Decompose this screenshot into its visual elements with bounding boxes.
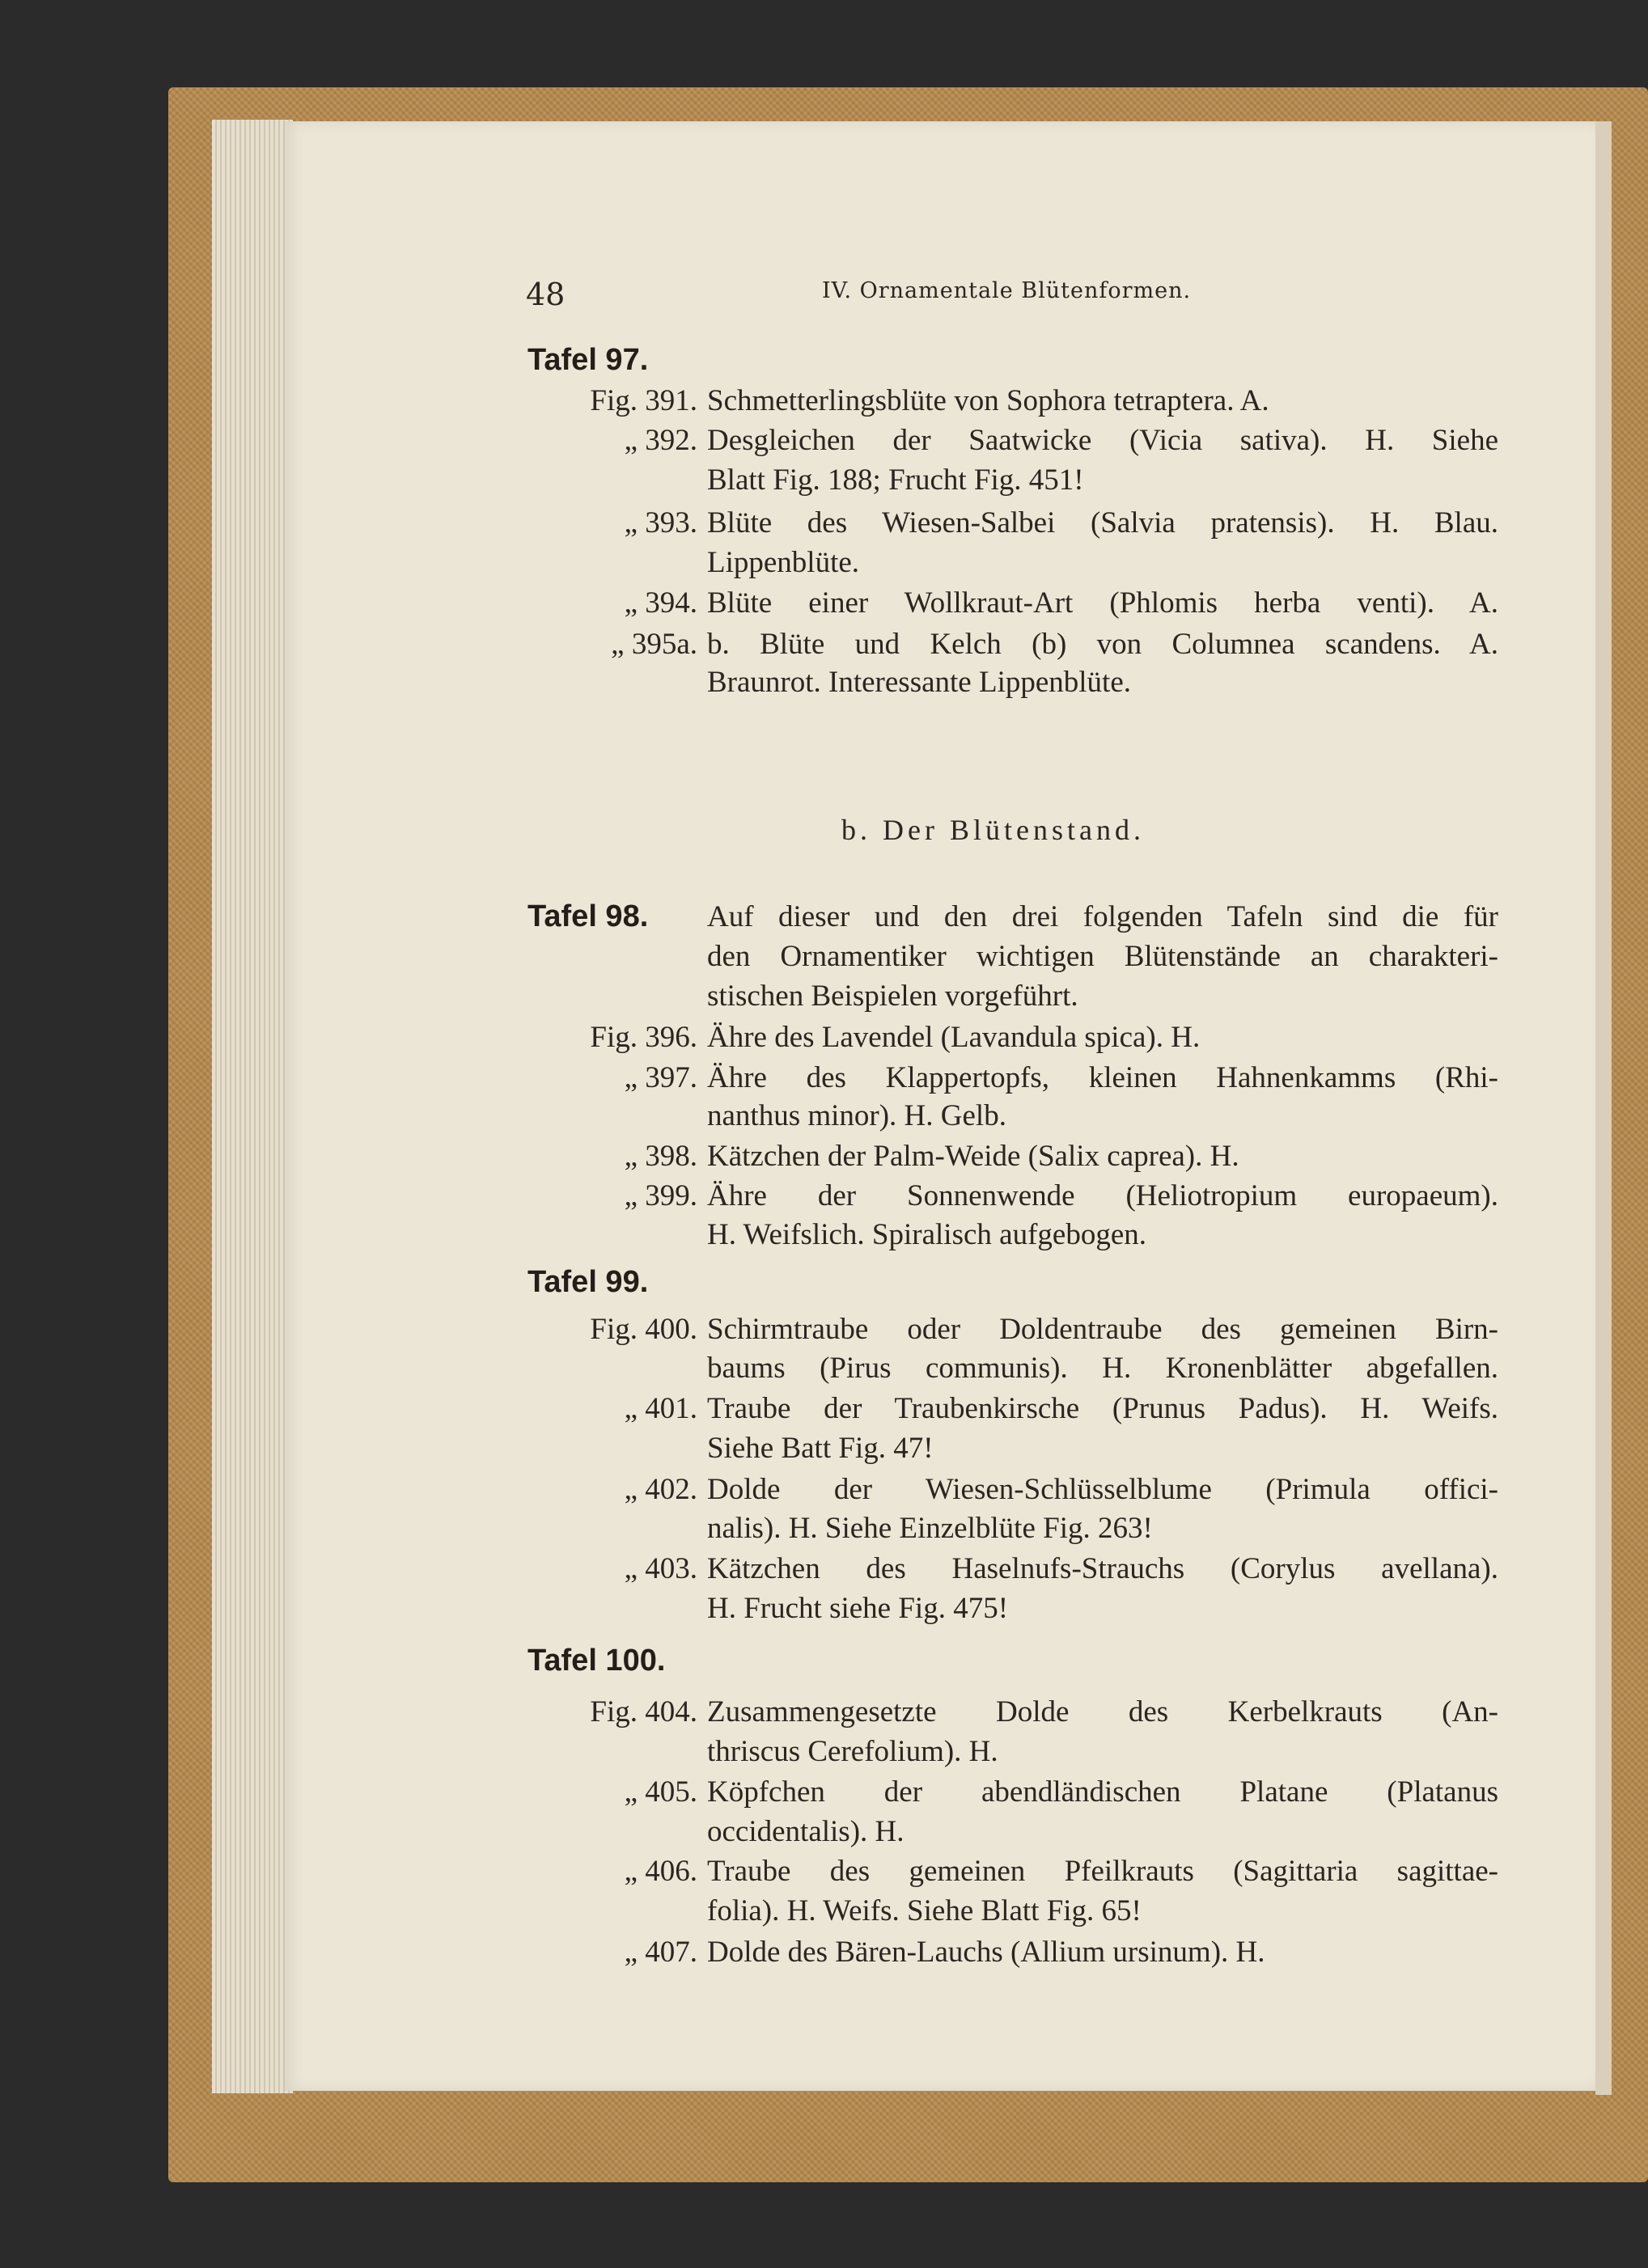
entry-404-line-2: thriscus Cerefolium). H. [707, 1735, 998, 1768]
fig-label-393: „ 393. [624, 506, 697, 539]
tafel98-intro-line-3: stischen Beispielen vorgeführt. [707, 980, 1078, 1013]
entry-400-line-1: Schirmtraube oder Doldentraube des gemeinen Birn- [707, 1313, 1498, 1346]
entry-399-line-2: H. Weifslich. Spiralisch aufgebogen. [707, 1218, 1146, 1251]
next-page-edge [1595, 121, 1612, 2095]
fig-label-392: „ 392. [624, 424, 697, 457]
fig-label-406: „ 406. [624, 1855, 697, 1888]
section-heading: b. Der Blütenstand. [841, 814, 1145, 846]
tafel-heading-98: Tafel 98. [527, 899, 649, 933]
entry-401-line-1: Traube der Traubenkirsche (Prunus Padus). H. Weifs. [707, 1392, 1498, 1425]
entry-395-line-1: b. Blüte und Kelch (b) von Columnea scandens. A. [707, 628, 1498, 661]
fig-label-404: Fig. 404. [590, 1695, 697, 1729]
entry-403-line-2: H. Frucht siehe Fig. 475! [707, 1592, 1009, 1625]
entry-397-line-2: nanthus minor). H. Gelb. [707, 1099, 1006, 1132]
page-edges [212, 120, 293, 2093]
fig-label-397: „ 397. [624, 1061, 697, 1094]
entry-404-line-1: Zusammengesetzte Dolde des Kerbelkrauts (An- [707, 1695, 1498, 1729]
tafel98-intro-line-2: den Ornamentiker wichtigen Blütenstände an charakteri- [707, 940, 1498, 973]
entry-392-line-1: Desgleichen der Saatwicke (Vicia sativa). H. Siehe [707, 424, 1498, 457]
fig-label-399: „ 399. [624, 1179, 697, 1212]
entry-397-line-1: Ähre des Klappertopfs, kleinen Hahnenkamms (Rhi- [707, 1061, 1498, 1094]
entry-392-line-2: Blatt Fig. 188; Frucht Fig. 451! [707, 463, 1084, 497]
fig-label-391: Fig. 391. [590, 384, 697, 417]
entry-399-line-1: Ähre der Sonnenwende (Heliotropium europaeum). [707, 1179, 1498, 1212]
fig-label-402: „ 402. [624, 1473, 697, 1506]
fig-label-398: „ 398. [624, 1140, 697, 1173]
fig-label-403: „ 403. [624, 1552, 697, 1585]
entry-406-line-1: Traube des gemeinen Pfeilkrauts (Sagittaria sagittae- [707, 1855, 1498, 1888]
tafel-heading-100: Tafel 100. [527, 1644, 666, 1678]
tafel-heading-97: Tafel 97. [527, 343, 649, 377]
fig-label-396: Fig. 396. [590, 1021, 697, 1054]
entry-403-line-1: Kätzchen des Haselnufs-Strauchs (Corylus avellana). [707, 1552, 1498, 1585]
fig-label-401: „ 401. [624, 1392, 697, 1425]
entry-395-line-2: Braunrot. Interessante Lippenblüte. [707, 666, 1131, 699]
entry-406-line-2: folia). H. Weifs. Siehe Blatt Fig. 65! [707, 1894, 1142, 1927]
fig-label-405: „ 405. [624, 1775, 697, 1809]
entry-396-line-1: Ähre des Lavendel (Lavandula spica). H. [707, 1021, 1201, 1054]
entry-393-line-1: Blüte des Wiesen-Salbei (Salvia pratensis). H. Blau. [707, 506, 1498, 539]
entry-394-line-1: Blüte einer Wollkraut-Art (Phlomis herba venti). A. [707, 586, 1498, 620]
page-number: 48 [526, 277, 566, 312]
entry-393-line-2: Lippenblüte. [707, 546, 860, 579]
entry-405-line-1: Köpfchen der abendländischen Platane (Platanus [707, 1775, 1498, 1809]
entry-391-line-1: Schmetterlingsblüte von Sophora tetraptera. A. [707, 384, 1269, 417]
fig-label-394: „ 394. [624, 586, 697, 620]
fig-label-395: „ 395a. [611, 628, 697, 661]
running-head: IV. Ornamentale Blütenformen. [822, 278, 1192, 303]
entry-407-line-1: Dolde des Bären-Lauchs (Allium ursinum). H. [707, 1936, 1265, 1969]
entry-401-line-2: Siehe Batt Fig. 47! [707, 1432, 934, 1465]
fig-label-407: „ 407. [624, 1936, 697, 1969]
fig-label-400: Fig. 400. [590, 1313, 697, 1346]
entry-402-line-2: nalis). H. Siehe Einzelblüte Fig. 263! [707, 1512, 1153, 1545]
tafel98-intro-line-1: Auf dieser und den drei folgenden Tafeln sind die für [707, 900, 1498, 933]
entry-398-line-1: Kätzchen der Palm-Weide (Salix caprea). H. [707, 1140, 1239, 1173]
entry-400-line-2: baums (Pirus communis). H. Kronenblätter abgefallen. [707, 1352, 1498, 1385]
entry-402-line-1: Dolde der Wiesen-Schlüsselblume (Primula offici- [707, 1473, 1498, 1506]
tafel-heading-99: Tafel 99. [527, 1265, 649, 1299]
entry-405-line-2: occidentalis). H. [707, 1815, 904, 1848]
